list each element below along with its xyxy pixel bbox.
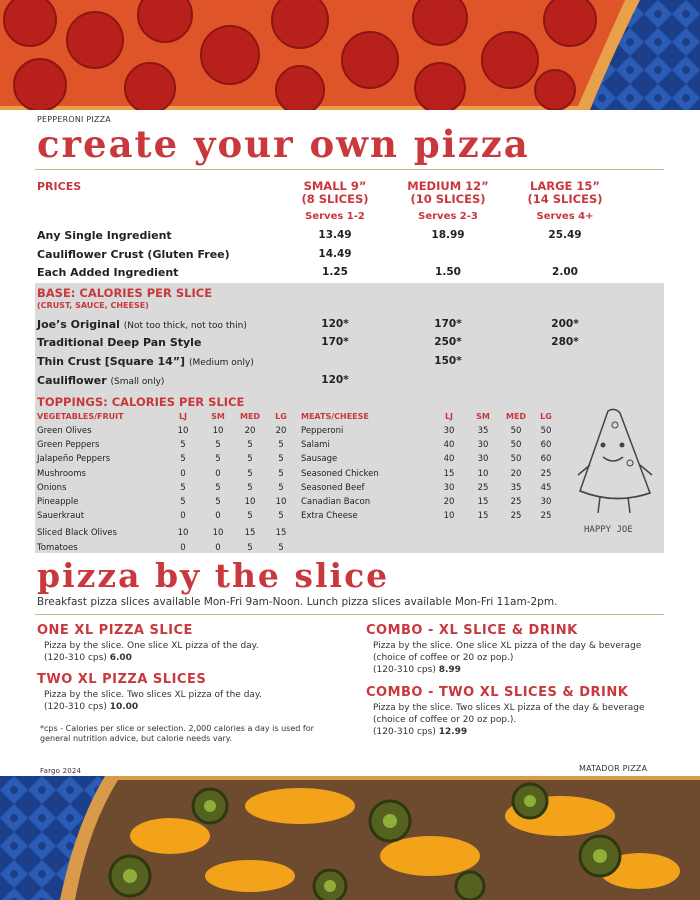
- meat-header: MEATS/CHEESE: [301, 412, 369, 421]
- topping-name: Seasoned Beef: [301, 482, 365, 493]
- base-heading: BASE: CALORIES PER SLICE: [37, 286, 213, 300]
- topping-calories: 50: [540, 426, 552, 436]
- topping-calories: 25: [510, 511, 522, 522]
- topping-calories: 15: [443, 468, 455, 479]
- topping-calories: 30: [477, 440, 489, 451]
- topping-calories: 35: [510, 482, 522, 493]
- topping-calories: 20: [244, 426, 256, 436]
- topping-calories: 0: [215, 468, 221, 479]
- offer-combo-two-xl-slices-drink: COMBO - TWO XL SLICES & DRINK Pizza by the slice. Two slices XL pizza of the day & beverage (choice of coffee or 20 oz pop.). (120-310 cps) 12.99: [366, 685, 645, 737]
- topping-name: Onions: [37, 482, 67, 493]
- topping-name: Extra Cheese: [301, 511, 358, 522]
- topping-calories: 5: [278, 511, 284, 522]
- title-divider: [35, 169, 664, 170]
- topping-calories: 25: [540, 511, 552, 522]
- topping-calories: 20: [275, 426, 287, 436]
- topping-calories: 5: [247, 454, 253, 465]
- topping-calories: 0: [215, 511, 221, 522]
- topping-calories: 5: [215, 482, 221, 493]
- toppings-heading: TOPPINGS: CALORIES PER SLICE: [37, 395, 245, 409]
- pepperoni-pizza-image: [0, 0, 700, 110]
- bottom-right-caption: MATADOR PIZZA: [579, 764, 648, 773]
- topping-name: Sausage: [301, 454, 338, 465]
- topping-calories: 25: [477, 482, 489, 493]
- topping-calories: 10: [275, 497, 287, 507]
- topping-calories: 5: [180, 497, 186, 507]
- meat-col-lj: LJ: [444, 412, 454, 421]
- mascot-label: HAPPY JOE: [584, 525, 633, 535]
- topping-calories: 10: [177, 528, 189, 539]
- topping-calories: 40: [443, 440, 455, 451]
- topping-name: Salami: [301, 440, 330, 451]
- topping-calories: 5: [180, 440, 186, 451]
- topping-calories: 10: [443, 511, 455, 522]
- topping-name: Mushrooms: [37, 468, 86, 479]
- topping-calories: 30: [540, 497, 552, 507]
- topping-calories: 30: [443, 426, 455, 436]
- veg-col-lj: LJ: [178, 412, 188, 421]
- topping-calories: 30: [443, 482, 455, 493]
- topping-calories: 5: [180, 482, 186, 493]
- topping-calories: 50: [510, 454, 522, 465]
- veg-header: VEGETABLES/FRUIT: [37, 412, 124, 421]
- topping-calories: 5: [180, 454, 186, 465]
- topping-calories: 5: [215, 440, 221, 451]
- topping-calories: 25: [510, 497, 522, 507]
- offer-one-xl-slice: ONE XL PIZZA SLICE Pizza by the slice. One slice XL pizza of the day. (120-310 cps) 6.00: [37, 623, 259, 663]
- topping-calories: 10: [212, 426, 224, 436]
- topping-calories: 5: [247, 440, 253, 451]
- topping-calories: 5: [215, 454, 221, 465]
- topping-calories: 10: [177, 426, 189, 436]
- topping-calories: 15: [477, 511, 489, 522]
- topping-calories: 5: [278, 454, 284, 465]
- topping-calories: 40: [443, 454, 455, 465]
- topping-name: Sauerkraut: [37, 511, 85, 522]
- topping-calories: 5: [247, 542, 253, 553]
- topping-calories: 0: [180, 468, 186, 479]
- slice-title: pizza by the slice: [37, 556, 390, 595]
- slice-divider: [35, 614, 664, 615]
- topping-name: Canadian Bacon: [301, 497, 371, 507]
- topping-name: Pineapple: [37, 497, 79, 507]
- happy-joe-mascot: [570, 405, 660, 545]
- topping-name: Tomatoes: [37, 542, 78, 553]
- pizza-slice-icon: [570, 405, 660, 520]
- topping-calories: 0: [180, 542, 186, 553]
- topping-calories: 5: [278, 542, 284, 553]
- topping-name: Green Olives: [37, 426, 92, 436]
- calorie-footnote: *cps - Calories per slice or selection. 2,000 calories a day is used for general nutrition advice, but calorie needs vary.: [40, 724, 314, 743]
- topping-calories: 10: [477, 468, 489, 479]
- topping-calories: 5: [278, 440, 284, 451]
- meat-col-sm: SM: [476, 412, 490, 421]
- veg-col-sm: SM: [211, 412, 225, 421]
- meat-col-med: MED: [506, 412, 527, 421]
- topping-name: Pepperoni: [301, 426, 344, 436]
- offer-two-xl-slices: TWO XL PIZZA SLICES Pizza by the slice. Two slices XL pizza of the day. (120-310 cps) 10.00: [37, 672, 262, 712]
- meat-col-lg: LG: [540, 412, 552, 421]
- matador-pizza-image: [0, 776, 700, 900]
- size-small: SMALL 9” (8 SLICES) Serves 1-2: [301, 179, 369, 222]
- topping-calories: 60: [540, 440, 552, 451]
- veg-col-lg: LG: [275, 412, 287, 421]
- page-title: create your own pizza: [37, 122, 530, 166]
- prices-label: PRICES: [37, 180, 82, 193]
- topping-calories: 20: [443, 497, 455, 507]
- bottom-left-caption: Fargo 2024: [40, 767, 82, 775]
- topping-calories: 60: [540, 454, 552, 465]
- topping-calories: 25: [540, 468, 552, 479]
- veg-col-med: MED: [240, 412, 261, 421]
- topping-name: Sliced Black Olives: [37, 528, 117, 539]
- topping-calories: 5: [247, 482, 253, 493]
- topping-calories: 50: [510, 440, 522, 451]
- topping-calories: 10: [244, 497, 256, 507]
- topping-calories: 45: [540, 482, 552, 493]
- topping-calories: 5: [247, 468, 253, 479]
- base-subheading: (CRUST, SAUCE, CHEESE): [37, 301, 149, 310]
- offer-combo-xl-slice-drink: COMBO - XL SLICE & DRINK Pizza by the slice. One slice XL pizza of the day & beverage (choice of coffee or 20 oz pop.) (120-310 cps) 8.99: [366, 623, 642, 675]
- topping-calories: 10: [212, 528, 224, 539]
- slice-subtitle: Breakfast pizza slices available Mon-Fri 9am-Noon. Lunch pizza slices available Mon-Fri 11am-2pm.: [37, 596, 558, 608]
- topping-calories: 30: [477, 454, 489, 465]
- topping-calories: 15: [477, 497, 489, 507]
- topping-calories: 20: [510, 468, 522, 479]
- topping-calories: 35: [477, 426, 489, 436]
- topping-name: Seasoned Chicken: [301, 468, 379, 479]
- topping-calories: 5: [247, 511, 253, 522]
- topping-name: Green Peppers: [37, 440, 100, 451]
- topping-calories: 5: [278, 482, 284, 493]
- topping-calories: 5: [278, 468, 284, 479]
- top-caption: PEPPERONI PIZZA: [37, 115, 111, 124]
- topping-calories: 15: [275, 528, 287, 539]
- topping-calories: 0: [180, 511, 186, 522]
- size-large: LARGE 15” (14 SLICES) Serves 4+: [527, 179, 603, 222]
- topping-calories: 0: [215, 542, 221, 553]
- size-medium: MEDIUM 12” (10 SLICES) Serves 2-3: [407, 179, 489, 222]
- topping-calories: 50: [510, 426, 522, 436]
- topping-calories: 15: [244, 528, 256, 539]
- topping-name: Jalapeño Peppers: [37, 454, 111, 465]
- topping-calories: 5: [215, 497, 221, 507]
